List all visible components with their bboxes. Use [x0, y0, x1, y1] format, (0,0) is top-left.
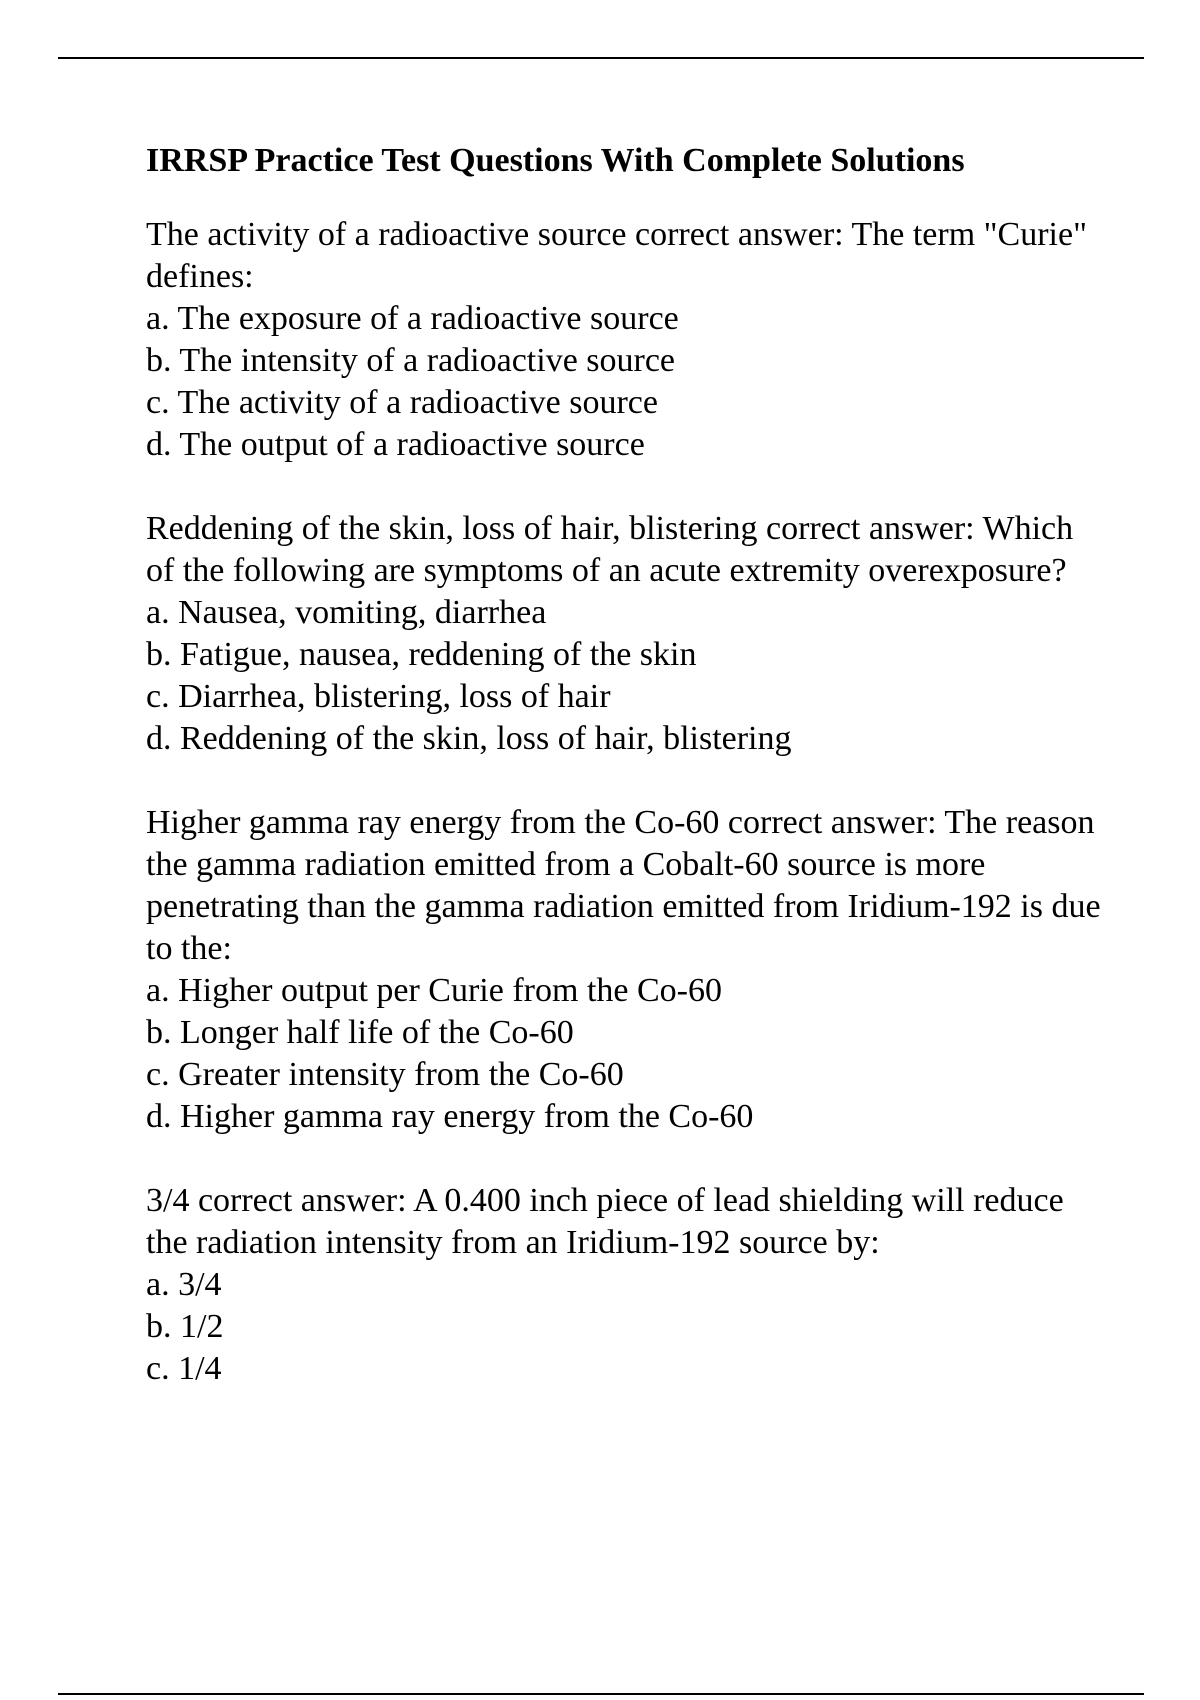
question-4 — [146, 1180, 1106, 1390]
option-d: d. Reddening of the skin, loss of hair, blistering — [146, 720, 792, 757]
question-stem: Reddening of the skin, loss of hair, blistering correct answer: Which of the following are symptoms of an acute extremity overexposure? — [146, 510, 1074, 589]
header-rule — [58, 57, 1144, 59]
option-c: c. The activity of a radioactive source — [146, 384, 658, 421]
option-b: b. 1/2 — [146, 1308, 224, 1345]
option-d: d. The output of a radioactive source — [146, 426, 645, 463]
document-body — [146, 140, 1106, 1432]
option-b: b. Longer half life of the Co-60 — [146, 1014, 574, 1051]
question-1 — [146, 214, 1106, 466]
footer-rule — [58, 1693, 1144, 1695]
option-b: b. Fatigue, nausea, reddening of the skin — [146, 636, 697, 673]
question-stem: 3/4 correct answer: A 0.400 inch piece of lead shielding will reduce the radiation intensity from an Iridium-192 source by: — [146, 1182, 1064, 1261]
question-3 — [146, 802, 1106, 1138]
option-a: a. 3/4 — [146, 1266, 222, 1303]
question-stem: The activity of a radioactive source correct answer: The term "Curie" defines: — [146, 216, 1087, 295]
question-2 — [146, 508, 1106, 760]
option-a: a. Higher output per Curie from the Co-60 — [146, 972, 722, 1009]
option-c: c. Greater intensity from the Co-60 — [146, 1056, 624, 1093]
option-c: c. Diarrhea, blistering, loss of hair — [146, 678, 611, 715]
option-c: c. 1/4 — [146, 1350, 222, 1387]
option-a: a. The exposure of a radioactive source — [146, 300, 679, 337]
option-d: d. Higher gamma ray energy from the Co-60 — [146, 1098, 754, 1135]
option-b: b. The intensity of a radioactive source — [146, 342, 676, 379]
option-a: a. Nausea, vomiting, diarrhea — [146, 594, 547, 631]
question-stem: Higher gamma ray energy from the Co-60 correct answer: The reason the gamma radiation emitted from a Cobalt-60 source is more penetrating than the gamma radiation emitted from Iridium-192 is due to the: — [146, 804, 1101, 967]
document-title: IRRSP Practice Test Questions With Complete Solutions — [146, 142, 965, 179]
